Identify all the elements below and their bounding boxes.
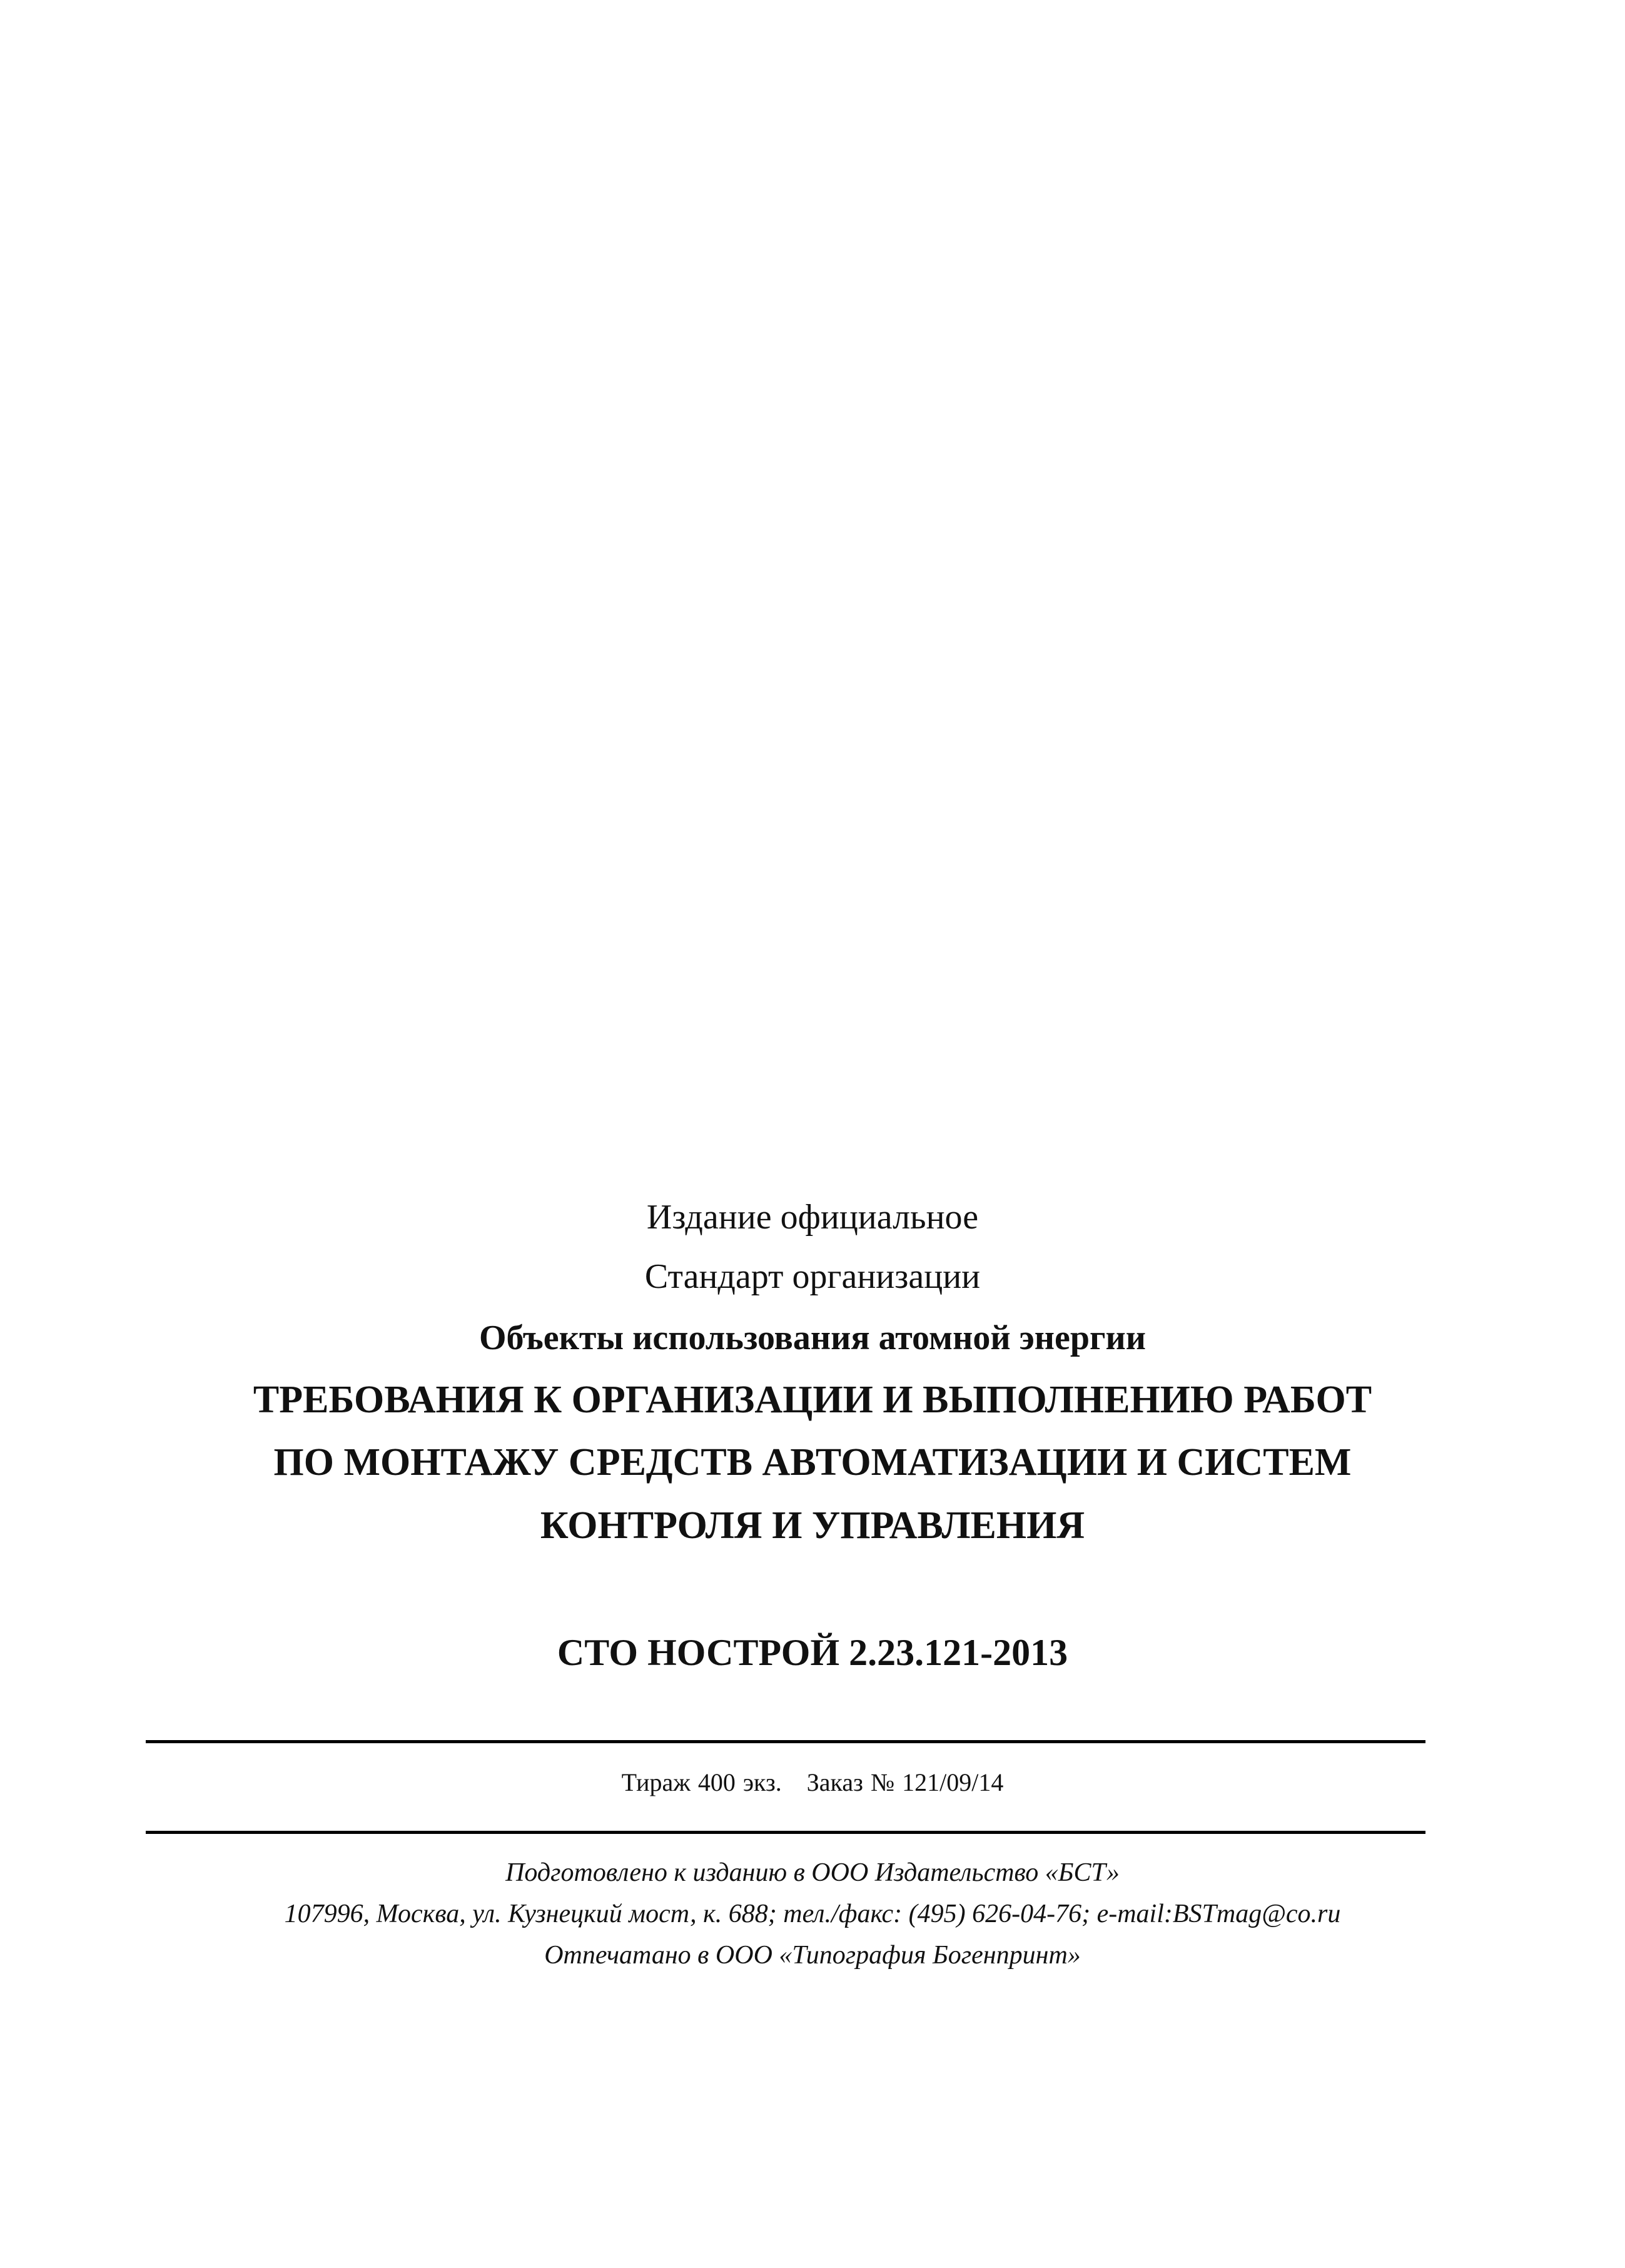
document-title-line-1: ТРЕБОВАНИЯ К ОРГАНИЗАЦИИ И ВЫПОЛНЕНИЮ РАБОТ <box>253 1379 1372 1421</box>
divider-bottom <box>146 1831 1425 1834</box>
print-info <box>0 1770 1625 1795</box>
standard-code: СТО НОСТРОЙ 2.23.121-2013 <box>557 1632 1068 1673</box>
document-subject: Объекты использования атомной энергии <box>478 1319 1147 1357</box>
document-title-line-2: ПО МОНТАЖУ СРЕДСТВ АВТОМАТИЗАЦИИ И СИСТЕМ <box>273 1441 1352 1484</box>
document-title-line-3: КОНТРОЛЯ И УПРАВЛЕНИЯ <box>540 1504 1085 1547</box>
divider-top <box>146 1740 1425 1743</box>
imprint-printed: Отпечатано в ООО «Типография Богенпринт» <box>544 1941 1081 1970</box>
document-type: Стандарт организации <box>644 1257 981 1296</box>
edition-label: Издание официальное <box>646 1198 979 1237</box>
order-number: Заказ № 121/09/14 <box>806 1768 1004 1796</box>
imprint-prepared: Подготовлено к изданию в ООО Издательство «БСТ» <box>505 1858 1120 1887</box>
circulation: Тираж 400 экз. <box>621 1768 782 1796</box>
imprint-address: 107996, Москва, ул. Кузнецкий мост, к. 688; тел./факс: (495) 626-04-76; e-mail:BSTmag@co.ru <box>284 1900 1341 1928</box>
